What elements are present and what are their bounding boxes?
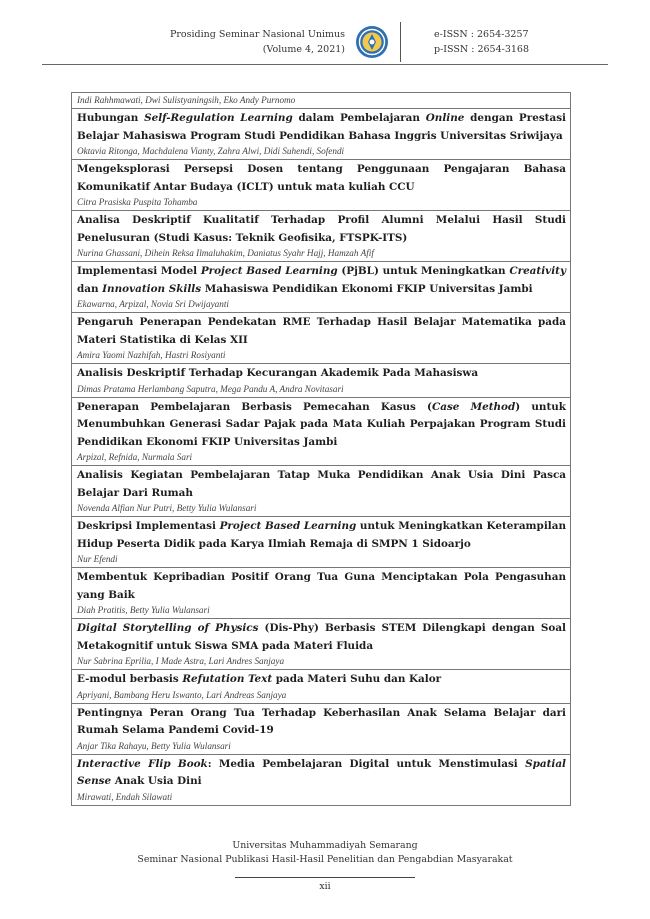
entry-title-italic: Digital Storytelling of Physics — [77, 622, 259, 634]
table-of-contents — [71, 92, 571, 806]
entry-title-italic: Project Based Learning — [200, 265, 338, 277]
proceedings-volume: (Volume 4, 2021) — [262, 44, 345, 55]
entry-authors: Amira Yaomi Nazhifah, Hastri Rosiyanti — [77, 350, 226, 360]
entry-authors: Indi Rahhmawati, Dwi Sulistyaningsih, Eko Andy Purnomo — [77, 95, 296, 105]
entry-title — [77, 756, 566, 791]
toc-cell — [72, 364, 571, 398]
toc-cell — [72, 313, 571, 364]
entry-title-text: E-modul berbasis — [77, 673, 183, 685]
proceedings-name: Prosiding Seminar Nasional Unimus — [169, 29, 345, 40]
entry-title-text: Implementasi Model — [77, 265, 201, 277]
toc-entry — [72, 262, 571, 313]
toc-entry — [72, 466, 571, 517]
entry-authors: Dimas Pratama Herlambang Saputra, Mega Pandu A, Andra Novitasari — [77, 383, 344, 394]
toc-entry — [72, 160, 571, 211]
p-issn: p-ISSN : 2654-3168 — [434, 44, 530, 55]
entry-title-italic: Interactive Flip Book — [77, 757, 208, 770]
toc-entry — [72, 211, 571, 262]
entry-authors: Ekawarna, Arpizal, Novia Sri Dwijayanti — [77, 299, 229, 309]
entry-title-italic: Online — [425, 112, 465, 124]
toc-entry — [72, 619, 571, 670]
toc-cell — [72, 466, 571, 517]
entry-authors: Apriyani, Bambang Heru Iswanto, Lari Andreas Sanjaya — [77, 689, 287, 700]
entry-authors: Diah Pratitis, Betty Yulia Wulansari — [77, 605, 210, 615]
entry-title-italic: Self-Regulation Learning — [144, 112, 293, 124]
toc-cell — [72, 397, 571, 466]
entry-title-text: Analisis Deskriptif Terhadap Kecurangan Akademik Pada Mahasiswa — [77, 367, 479, 379]
toc-cell — [72, 517, 571, 568]
page-header — [0, 0, 650, 66]
seminar-name: Seminar Nasional Publikasi Hasil-Hasil Penelitian dan Pengabdian Masyarakat — [137, 854, 513, 865]
entry-title-text: dan — [77, 282, 103, 295]
unimus-logo-icon — [355, 25, 389, 59]
entry-title-text: Mahasiswa Pendidikan Ekonomi FKIP Universitas Jambi — [201, 282, 533, 295]
entry-authors: Anjar Tika Rahayu, Betty Yulia Wulansari — [77, 740, 231, 751]
entry-title-italic: Creativity — [509, 265, 566, 277]
entry-authors: Novenda Alfian Nur Putri, Betty Yulia Wulansari — [77, 503, 257, 513]
toc-cell — [72, 211, 571, 262]
toc-entry — [72, 754, 571, 805]
entry-title-text: : Media Pembelajaran Digital untuk Menstimulasi — [207, 757, 526, 770]
toc-entry — [72, 703, 571, 754]
entry-title-text: dengan Prestasi Belajar Mahasiswa Program Studi Pendidikan Bahasa Inggris Universitas Sriwijaya — [77, 112, 567, 142]
entry-title — [77, 467, 566, 502]
entry-authors: Mirawati, Endah Silawati — [77, 791, 173, 802]
entry-title-text: Anak Usia Dini — [111, 775, 202, 787]
toc-cell — [72, 568, 571, 619]
toc-cell — [72, 109, 571, 160]
entry-title — [77, 671, 566, 689]
entry-authors: Arpizal, Refnida, Nurmala Sari — [77, 452, 193, 462]
entry-authors: Nur Efendi — [77, 554, 118, 564]
entry-title-text: Hubungan — [77, 112, 145, 124]
entry-title-text: (PjBL) untuk Meningkatkan — [337, 265, 510, 277]
entry-title — [77, 620, 566, 655]
toc-entry — [72, 364, 571, 398]
entry-title-italic: Project Based Learning — [219, 520, 357, 532]
entry-title-text: Deskripsi Implementasi — [77, 520, 220, 532]
entry-title — [77, 705, 566, 740]
toc-entry — [72, 568, 571, 619]
footer-rule — [235, 877, 415, 878]
entry-title — [77, 399, 566, 452]
entry-title-italic: Innovation Skills — [102, 282, 202, 295]
proceedings-title — [125, 27, 345, 57]
toc-cell — [72, 670, 571, 704]
toc-cell — [72, 754, 571, 805]
entry-title — [77, 212, 566, 247]
entry-title — [77, 569, 566, 604]
entry-title-italic: Refutation Text — [182, 673, 273, 685]
header-rule — [42, 64, 608, 65]
page-footer — [0, 839, 650, 867]
toc-cell — [72, 703, 571, 754]
toc-cell — [72, 619, 571, 670]
entry-title-text: ) untuk Menumbuhkan Generasi Sadar Pajak pada Mata Kuliah Perpajakan Program Studi Pendidikan Ekonomi FKIP Universitas Jambi — [77, 400, 566, 448]
entry-title — [77, 110, 566, 145]
entry-title-text: dalam Pembelajaran — [292, 112, 426, 124]
entry-authors: Citra Prasiska Puspita Tohamba — [77, 197, 198, 207]
entry-title-text: pada Materi Suhu dan Kalor — [272, 673, 442, 685]
entry-title-italic: Case Method — [431, 400, 516, 413]
entry-title-text: (Dis-Phy) Berbasis STEM Dilengkapi dengan Soal Metakognitif untuk Siswa SMA pada Materi Fluida — [77, 622, 566, 652]
toc-entry — [72, 670, 571, 704]
toc-entry — [72, 397, 571, 466]
entry-title-text: Pengaruh Penerapan Pendekatan RME Terhadap Hasil Belajar Matematika pada Materi Statistika di Kelas XII — [77, 316, 566, 346]
entry-authors: Nur Sabrina Eprilia, I Made Astra, Lari Andres Sanjaya — [77, 656, 285, 666]
toc-cell — [72, 262, 571, 313]
entry-title-text: untuk Meningkatkan Keterampilan Hidup Peserta Didik pada Karya Ilmiah Remaja di SMPN 1 Sidoarjo — [77, 520, 567, 550]
university-name: Universitas Muhammadiyah Semarang — [232, 840, 418, 851]
toc-cell — [72, 93, 571, 109]
issn-block — [434, 27, 634, 57]
entry-title-text: Penerapan Pembelajaran Berbasis Pemecahan Kasus ( — [77, 400, 432, 413]
entry-authors: Oktavia Ritonga, Machdalena Vianty, Zahra Alwi, Didi Suhendi, Sofendi — [77, 146, 345, 156]
entry-authors: Nurina Ghassani, Dihein Reksa Ilmaluhakim, Daniatus Syahr Hajj, Hamzah Afif — [77, 248, 374, 258]
toc-entry — [72, 109, 571, 160]
entry-title-text: Analisis Kegiatan Pembelajaran Tatap Muka Pendidikan Anak Usia Dini Pasca Belajar Dari Rumah — [77, 469, 566, 499]
entry-title — [77, 365, 566, 383]
toc-body — [72, 93, 571, 806]
entry-title-text: Pentingnya Peran Orang Tua Terhadap Keberhasilan Anak Selama Belajar dari Rumah Selama Pandemi Covid-19 — [77, 706, 566, 736]
entry-title — [77, 518, 566, 553]
header-divider — [400, 22, 401, 62]
entry-title-text: Mengeksplorasi Persepsi Dosen tentang Penggunaan Pengajaran Bahasa Komunikatif Antar Budaya (ICLT) untuk mata kuliah CCU — [77, 163, 566, 193]
entry-title — [77, 263, 566, 298]
entry-title-text: Membentuk Kepribadian Positif Orang Tua Guna Menciptakan Pola Pengasuhan yang Baik — [77, 571, 566, 601]
toc-entry — [72, 313, 571, 364]
entry-title-text: Analisa Deskriptif Kualitatif Terhadap Profil Alumni Melalui Hasil Studi Penelusuran (Studi Kasus: Teknik Geofisika, FTSPK-ITS) — [77, 214, 566, 244]
page-number: xii — [319, 881, 331, 892]
e-issn: e-ISSN : 2654-3257 — [434, 29, 529, 40]
toc-entry — [72, 517, 571, 568]
entry-title — [77, 161, 566, 196]
toc-cell — [72, 160, 571, 211]
toc-row-top — [72, 93, 571, 109]
entry-title-italic: Spatial Sense — [77, 757, 567, 787]
entry-title — [77, 314, 566, 349]
